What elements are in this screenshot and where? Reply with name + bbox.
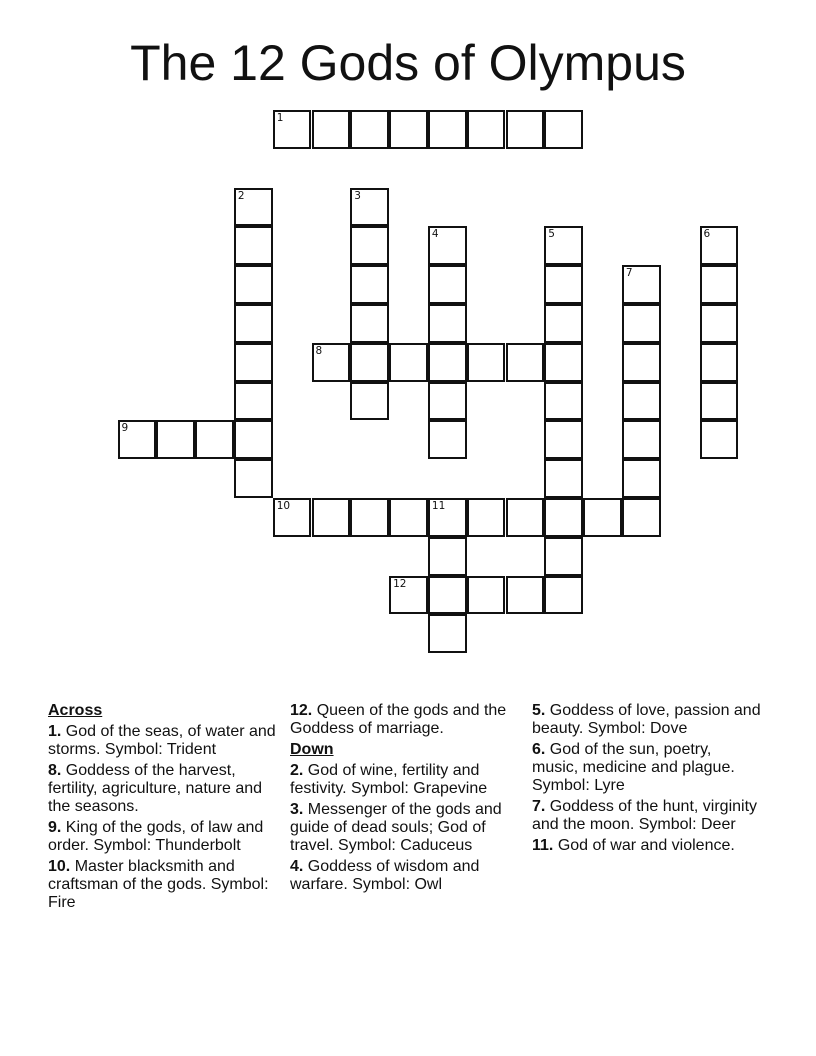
clue-across-12 [290,702,516,738]
crossword-cell[interactable] [544,459,583,498]
clue-number: 2. [290,762,304,779]
clue-number: 6. [532,741,546,758]
crossword-cell[interactable] [428,343,467,382]
crossword-cell[interactable] [467,343,506,382]
crossword-cell[interactable] [428,304,467,343]
across-heading: Across [48,702,103,719]
crossword-cell[interactable] [467,498,506,537]
crossword-cell[interactable] [350,498,389,537]
crossword-cell[interactable] [544,304,583,343]
crossword-cell[interactable] [506,498,545,537]
crossword-cell[interactable] [428,498,467,537]
crossword-cell[interactable] [350,188,389,227]
crossword-cell[interactable] [350,226,389,265]
crossword-cell[interactable] [234,459,273,498]
crossword-cell[interactable] [350,343,389,382]
clue-number: 7. [532,798,546,815]
clue-across-8 [48,762,278,816]
crossword-cell[interactable] [622,498,661,537]
crossword-cell[interactable] [350,304,389,343]
clue-text: God of war and violence. [557,837,735,854]
cell-number: 11 [431,500,446,512]
clue-number: 11. [532,837,554,854]
cell-number: 4 [431,228,439,241]
crossword-cell[interactable] [700,420,739,459]
crossword-cell[interactable] [544,265,583,304]
clue-text: Goddess of the harvest, fertility, agriculture, nature and the seasons. [48,762,263,815]
clue-number: 4. [290,858,304,875]
crossword-cell[interactable] [467,110,506,149]
clue-number: 10. [48,858,71,875]
clue-text: Master blacksmith and craftsman of the gods. Symbol: Fire [48,858,269,911]
crossword-cell[interactable] [622,420,661,459]
crossword-cell[interactable] [428,420,467,459]
crossword-cell[interactable] [389,110,428,149]
clues-column-1 [48,702,278,915]
crossword-cell[interactable] [428,614,467,653]
crossword-cell[interactable] [234,265,273,304]
crossword-cell[interactable] [350,110,389,149]
crossword-cell[interactable] [700,382,739,421]
clue-text: God of the seas, of water and storms. Symbol: Trident [48,723,276,758]
crossword-cell[interactable] [350,382,389,421]
crossword-cell[interactable] [428,110,467,149]
crossword-cell[interactable] [234,382,273,421]
clues-column-3 [532,702,762,858]
crossword-cell[interactable] [544,576,583,615]
crossword-cell[interactable] [234,226,273,265]
crossword-cell[interactable] [622,343,661,382]
cell-number: 10 [276,500,291,512]
clue-across-1 [48,723,278,759]
clue-down-4 [290,858,516,894]
crossword-cell[interactable] [389,343,428,382]
crossword-cell[interactable] [273,498,312,537]
clue-text: Goddess of wisdom and warfare. Symbol: Owl [290,858,480,893]
crossword-cell[interactable] [234,188,273,227]
clue-text: Goddess of love, passion and beauty. Symbol: Dove [532,702,761,737]
crossword-cell[interactable] [700,304,739,343]
crossword-cell[interactable] [544,420,583,459]
crossword-cell[interactable] [312,343,351,382]
crossword-cell[interactable] [428,226,467,265]
crossword-cell[interactable] [622,304,661,343]
crossword-cell[interactable] [234,304,273,343]
clue-number: 8. [48,762,62,779]
crossword-cell[interactable] [506,110,545,149]
clue-text: King of the gods, of law and order. Symbol: Thunderbolt [48,819,264,854]
clue-text: Messenger of the gods and guide of dead souls; God of travel. Symbol: Caduceus [290,801,502,854]
cell-number: 5 [548,228,555,241]
clue-number: 1. [48,723,62,740]
crossword-cell[interactable] [312,498,351,537]
cell-number: 3 [354,189,361,202]
crossword-cell[interactable] [428,537,467,576]
cell-number: 9 [121,422,129,435]
clue-text: Queen of the gods and the Goddess of marriage. [290,702,507,737]
cell-number: 7 [625,267,633,280]
clue-across-10 [48,858,278,912]
cell-number: 8 [315,344,323,357]
crossword-cell[interactable] [312,110,351,149]
crossword-cell[interactable] [428,265,467,304]
crossword-cell[interactable] [195,420,234,459]
crossword-cell[interactable] [544,110,583,149]
crossword-cell[interactable] [583,498,622,537]
down-heading: Down [290,741,334,758]
crossword-cell[interactable] [234,420,273,459]
crossword-cell[interactable] [622,459,661,498]
crossword-cell[interactable] [544,498,583,537]
clue-down-3 [290,801,516,855]
clue-number: 5. [532,702,546,719]
crossword-cell[interactable] [700,226,739,265]
crossword-cell[interactable] [544,343,583,382]
crossword-cell[interactable] [506,576,545,615]
crossword-cell[interactable] [273,110,312,149]
crossword-cell[interactable] [544,382,583,421]
clue-down-2 [290,762,516,798]
crossword-cell[interactable] [428,576,467,615]
cell-number: 2 [237,189,245,202]
clue-number: 9. [48,819,62,836]
puzzle-title: The 12 Gods of Olympus [130,35,686,91]
crossword-cell[interactable] [118,420,157,459]
clue-number: 3. [290,801,304,818]
crossword-cell[interactable] [389,498,428,537]
clue-down-7 [532,798,762,834]
crossword-cell[interactable] [544,226,583,265]
crossword-cell[interactable] [506,343,545,382]
crossword-cell[interactable] [622,265,661,304]
crossword-cell[interactable] [428,382,467,421]
crossword-cell[interactable] [544,537,583,576]
clue-text: God of the sun, poetry, music, medicine and plague. Symbol: Lyre [532,741,735,794]
crossword-cell[interactable] [156,420,195,459]
crossword-cell[interactable] [389,576,428,615]
crossword-cell[interactable] [467,576,506,615]
cell-number: 1 [276,112,284,124]
clues-column-2 [290,702,516,897]
clue-across-9 [48,819,278,855]
crossword-cell[interactable] [700,343,739,382]
crossword-cell[interactable] [350,265,389,304]
clue-text: Goddess of the hunt, virginity and the moon. Symbol: Deer [532,798,758,833]
crossword-cell[interactable] [234,343,273,382]
clue-down-6 [532,741,762,795]
crossword-cell[interactable] [622,382,661,421]
clue-down-5 [532,702,762,738]
clue-text: God of wine, fertility and festivity. Symbol: Grapevine [290,762,488,797]
cell-number: 6 [703,228,711,241]
crossword-cell[interactable] [700,265,739,304]
clue-number: 12. [290,702,313,719]
cell-number: 12 [393,577,407,590]
clue-down-11 [532,837,762,855]
